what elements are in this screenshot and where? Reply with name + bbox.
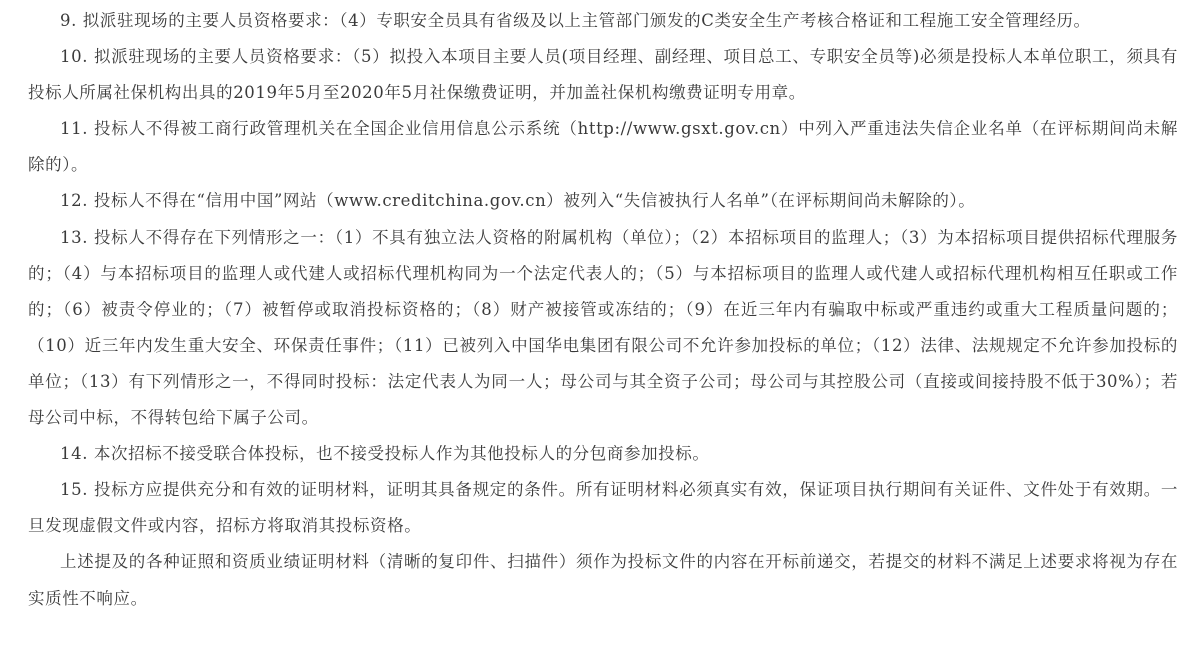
- paragraph-item-13: 13. 投标人不得存在下列情形之一：（1）不具有独立法人资格的附属机构（单位）；（2）本招标项目的监理人；（3）为本招标项目提供招标代理服务的；（4）与本招标项目的监理人或代建人或招标代理机构同为一个法定代表人的；（5）与本招标项目的监理人或代建人或招标代理机构相互任职或工作的；（6）被责令停业的；（7）被暂停或取消投标资格的；（8）财产被接管或冻结的；（9）在近三年内有骗取中标或严重违约或重大工程质量问题的；（10）近三年内发生重大安全、环保责任事件；（11）已被列入中国华电集团有限公司不允许参加投标的单位；（12）法律、法规规定不允许参加投标的单位；（13）有下列情形之一，不得同时投标：法定代表人为同一人；母公司与其全资子公司；母公司与其控股公司（直接或间接持股不低于30%）；若母公司中标，不得转包给下属子公司。: [28, 227, 1178, 428]
- paragraph-item-15: 15. 投标方应提供充分和有效的证明材料，证明其具备规定的条件。所有证明材料必须真实有效，保证项目执行期间有关证件、文件处于有效期。一旦发现虚假文件或内容，招标方将取消其投标资格。: [28, 480, 1178, 536]
- paragraph-item-14: 14. 本次招标不接受联合体投标，也不接受投标人作为其他投标人的分包商参加投标。: [60, 444, 710, 464]
- paragraph-item-11: 11. 投标人不得被工商行政管理机关在全国企业信用信息公示系统（http://www.gsxt.gov.cn）中列入严重违法失信企业名单（在评标期间尚未解除的）。: [28, 119, 1178, 175]
- paragraph-summary: 上述提及的各种证照和资质业绩证明材料（清晰的复印件、扫描件）须作为投标文件的内容在开标前递交，若提交的材料不满足上述要求将视为存在实质性不响应。: [28, 552, 1178, 608]
- paragraph-item-12: 12. 投标人不得在“信用中国”网站（www.creditchina.gov.cn）被列入“失信被执行人名单”（在评标期间尚未解除的）。: [60, 191, 976, 211]
- paragraph-item-9: 9. 拟派驻现场的主要人员资格要求：（4）专职安全员具有省级及以上主管部门颁发的C类安全生产考核合格证和工程施工安全管理经历。: [60, 11, 1091, 30]
- paragraph-item-10: 10. 拟派驻现场的主要人员资格要求：（5）拟投入本项目主要人员(项目经理、副经理、项目总工、专职安全员等)必须是投标人本单位职工，须具有投标人所属社保机构出具的2019年5月至2020年5月社保缴费证明，并加盖社保机构缴费证明专用章。: [28, 47, 1178, 103]
